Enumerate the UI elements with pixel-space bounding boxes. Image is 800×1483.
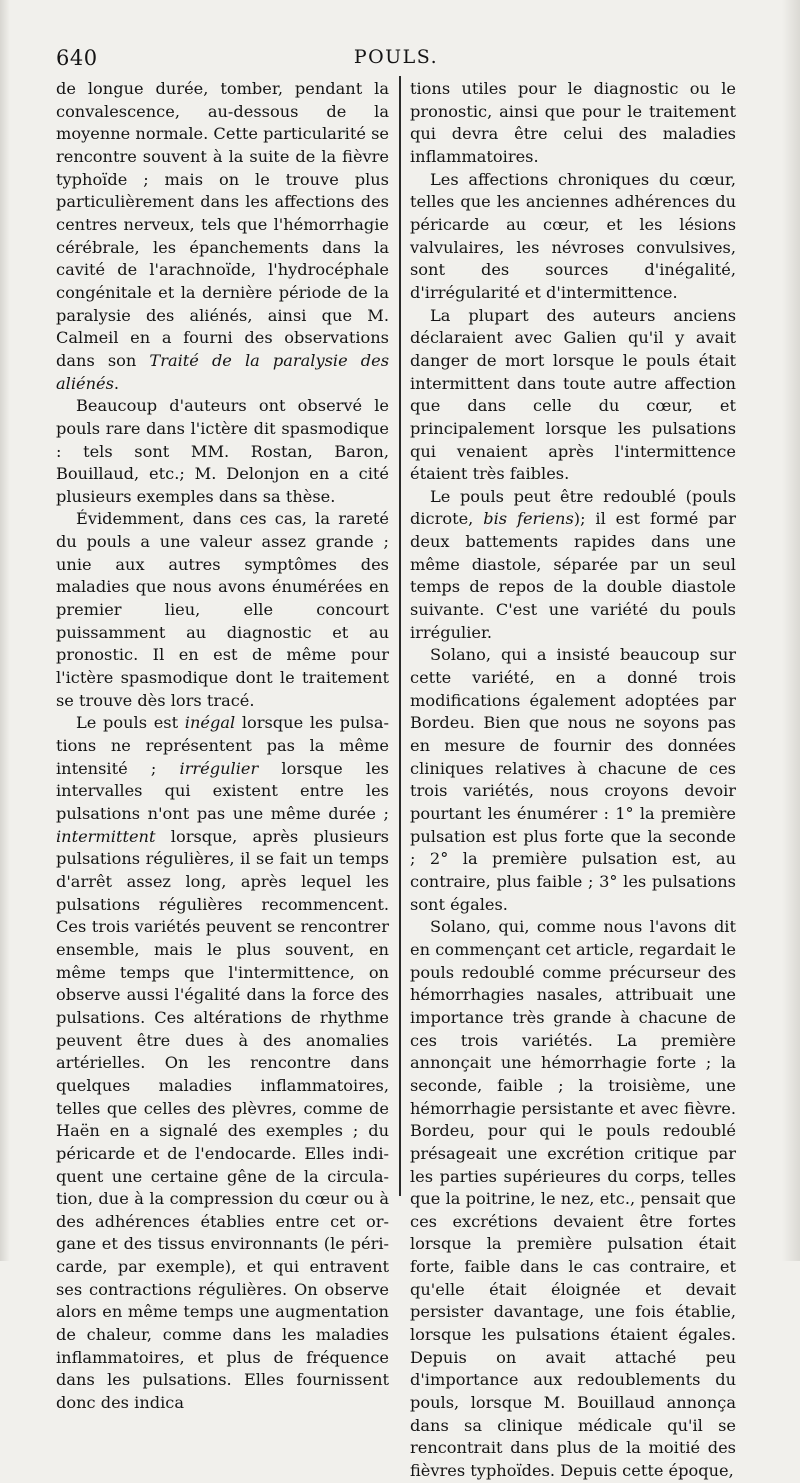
paragraph	[410, 169, 736, 305]
left-column	[56, 78, 390, 1413]
emphasis-text: bis feriens	[483, 509, 574, 529]
paragraph	[410, 916, 736, 1482]
page-edge-shadow	[0, 0, 10, 1261]
paragraph-text: lorsque, après plusieurs pulsations régulières, il se fait un temps d'arrêt assez long, après lequel les pulsations régulières recommencent. Ces trois variétés peuvent se rencontrer ensemble, mais le plus souvent, en même temps que l'intermittence, on observe aussi l'égalité dans la force des pulsations. Ces altérations de rhythme peuvent être dues à des anomalies artérielles. On les rencontre dans quelques maladies inflammatoires, telles que celles des plèvres, comme de Haën en a signalé des exemples ; du péricarde et de l'endocarde. Elles indiquent une certaine gêne de la circulation, due à la compression du cœur ou à des adhérences établies entre cet organe et des tissus environnants (le péricarde, par exemple), et qui entravent ses contractions régulières. On observe alors en même temps une augmentation de chaleur, comme dans les maladies inflammatoires, et plus de fréquence dans les pulsations. Elles fournissent donc des indica	[56, 826, 389, 1413]
paragraph-text: Solano, qui a insisté beaucoup sur cette variété, en a donné trois modifications également adoptées par Bordeu. Bien que nous ne soyons pas en mesure de fournir des données cliniques relatives à chacune de ces trois variétés, nous croyons devoir pourtant les énumérer : 1° la première pulsation est plus forte que la seconde ; 2° la première pulsation est, au contraire, plus faible ; 3° les pulsations sont égales.	[410, 645, 736, 914]
emphasis-text: Traité de la paralysie des aliénés	[56, 350, 390, 393]
emphasis-text: irrégulier	[179, 758, 259, 778]
paragraph	[410, 644, 736, 916]
paragraph	[410, 486, 736, 645]
column-divider	[399, 76, 401, 1196]
page-edge-shadow-right	[782, 0, 800, 1261]
paragraph-text: lorsque les intervalles qui existent entre les pulsations n'ont pas une même durée ;	[56, 758, 389, 823]
paragraph	[56, 78, 389, 395]
paragraph	[410, 78, 736, 169]
paragraph	[56, 508, 389, 712]
paragraph	[56, 712, 389, 1414]
paragraph-text: .	[113, 373, 120, 393]
emphasis-text: intermittent	[56, 826, 156, 846]
paragraph-text: La plupart des auteurs anciens déclaraient avec Galien qu'il y avait danger de mort lorsque le pouls était intermittent dans toute autre affection que dans celle du cœur, et principalement lorsque les pulsations qui venaient après l'intermittence étaient très faibles.	[410, 305, 736, 484]
paragraph-text: Le pouls peut être redoublé (pouls dicrote,	[410, 486, 736, 529]
right-column	[410, 78, 736, 1481]
paragraph	[410, 305, 736, 486]
page-header	[56, 46, 736, 74]
paragraph-text: lorsque les pulsations ne représentent pas la même intensité ;	[56, 713, 389, 778]
page-number: 640	[56, 46, 98, 70]
paragraph-text: ); il est formé par deux battements rapides dans une même diastole, séparée par un seul temps de repos de la double diastole suivante. C'est une variété du pouls irrégulier.	[410, 509, 736, 642]
paragraph-text: Le pouls est	[76, 713, 185, 733]
emphasis-text: inégal	[184, 713, 236, 733]
paragraph-text: de longue durée, tomber, pendant la convalescence, au-dessous de la moyenne normale. Cette particularité se rencontre souvent à la suite de la fièvre typhoïde ; mais on le trouve plus particulièrement dans les affections des centres nerveux, tels que l'hémorrhagie cérébrale, les épanchements dans la cavité de l'arachnoïde, l'hydrocéphale congénitale et la dernière période de la paralysie des aliénés, ainsi que M. Calmeil en a fourni des observations dans son	[56, 79, 389, 370]
paragraph-text: Beaucoup d'auteurs ont observé le pouls rare dans l'ictère dit spasmodique : tels sont MM. Rostan, Baron, Bouillaud, etc.; M. Delonjon en a cité plusieurs exemples dans sa thèse.	[56, 396, 389, 506]
paragraph-text: Les affections chroniques du cœur, telles que les anciennes adhérences du péricarde au cœur, et les lésions valvulaires, les névroses convulsives, sont des sources d'inégalité, d'irrégularité et d'intermittence.	[410, 169, 736, 302]
paragraph-text: Solano, qui, comme nous l'avons dit en commençant cet article, regardait le pouls redoublé comme précurseur des hémorrhagies nasales, attribuait une importance très grande à chacune de ces trois variétés. La première annonçait une hémorrhagie forte ; la seconde, faible ; la troisième, une hémorrhagie persistante et avec fièvre. Bordeu, pour qui le pouls redoublé présageait une excrétion critique par les parties supérieures du corps, telles que la poitrine, le nez, etc., pensait que ces excrétions devaient être fortes lorsque la première pulsation était forte, faible dans le cas contraire, et qu'elle était éloignée et devait persister davantage, une fois établie, lorsque les pulsations étaient égales. Depuis on avait attaché peu d'importance aux redoublements du pouls, lorsque M. Bouillaud annonça dans sa clinique médicale qu'il se rencontrait dans plus de la moitié des fièvres typhoïdes. Depuis cette époque,	[410, 917, 736, 1481]
paragraph-text: Évidemment, dans ces cas, la rareté du pouls a une valeur assez grande ; unie aux autres symptômes des maladies que nous avons énumérées en premier lieu, elle concourt puissamment au diagnostic et au pronostic. Il en est de même pour l'ictère spasmodique dont le traitement se trouve dès lors tracé.	[56, 509, 389, 710]
paragraph	[56, 395, 389, 508]
paragraph-text: tions utiles pour le diagnostic ou le pronostic, ainsi que pour le traitement qui devra être celui des maladies inflammatoires.	[410, 79, 736, 166]
running-title: POULS.	[353, 46, 439, 68]
